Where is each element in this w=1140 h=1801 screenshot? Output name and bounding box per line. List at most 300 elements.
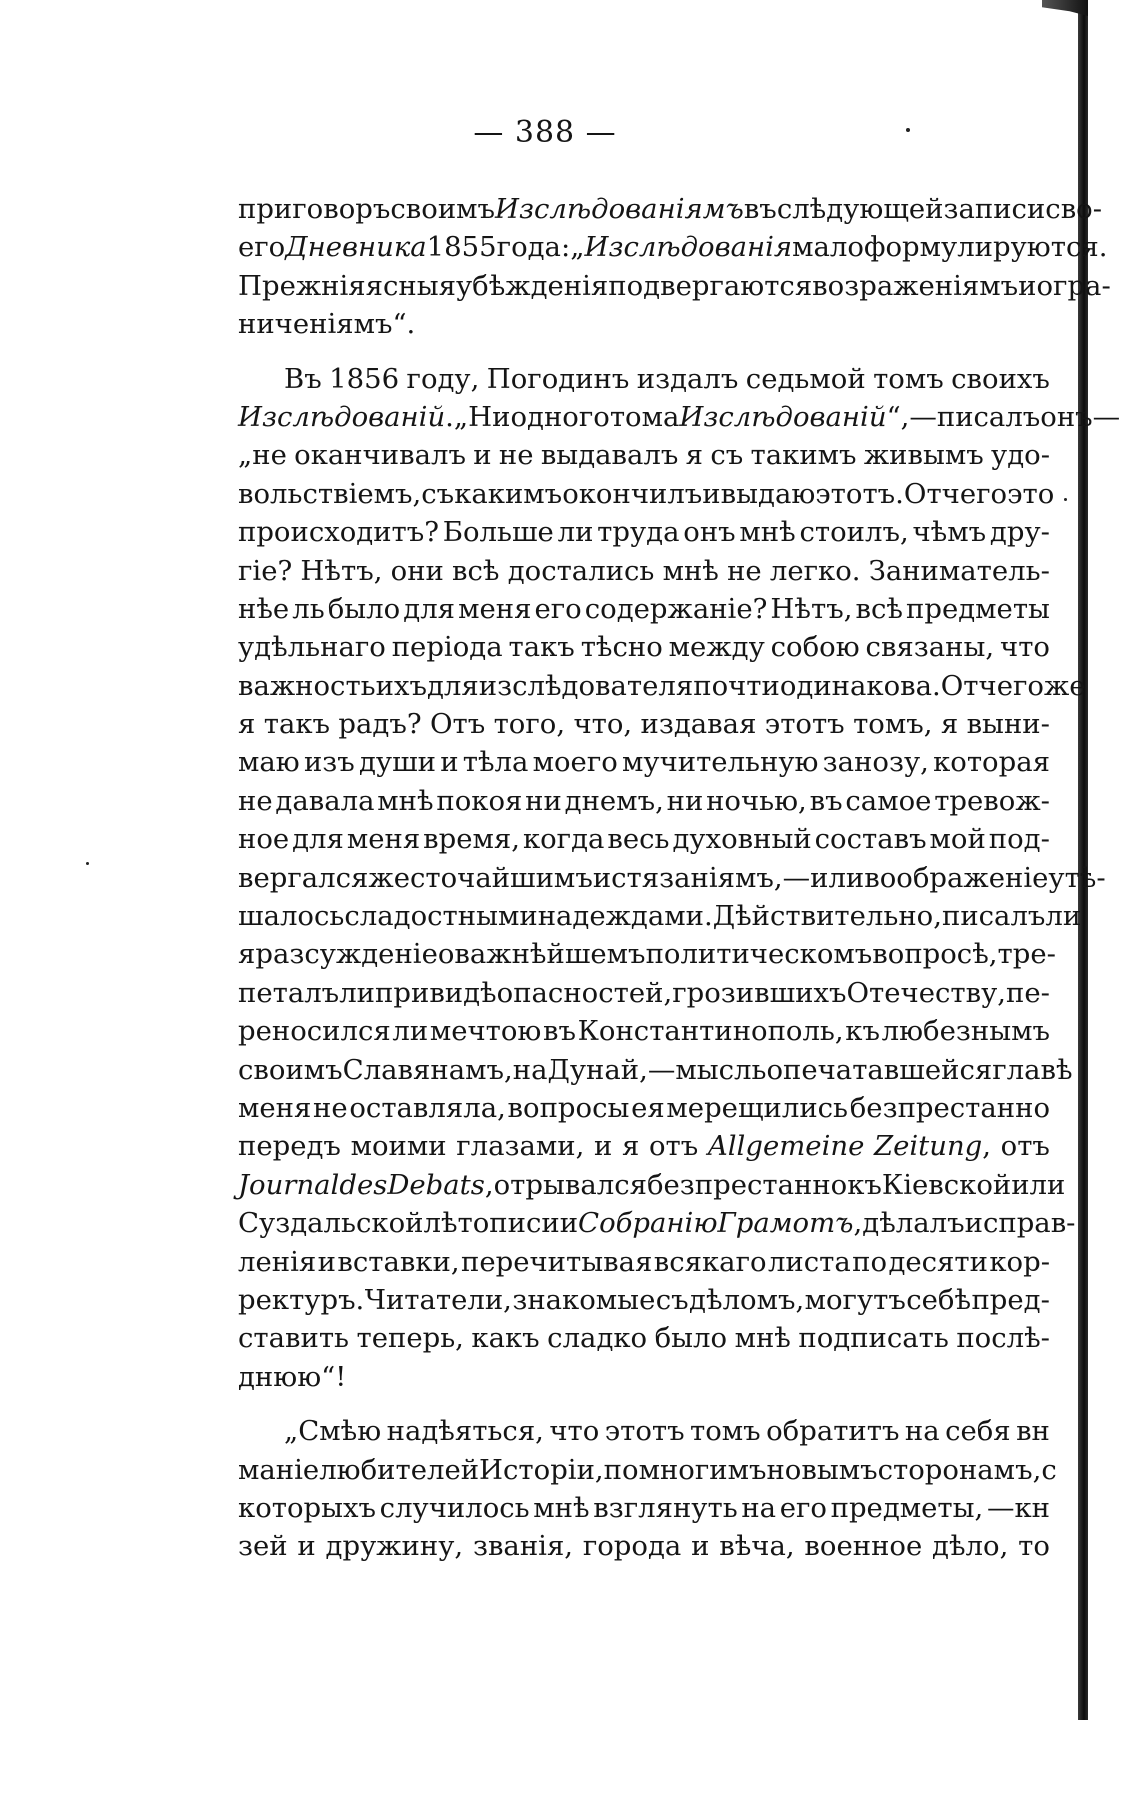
- text-word: [1048, 859, 1105, 897]
- text-line: [238, 190, 1103, 228]
- italic-text: Zeitung: [874, 1130, 983, 1163]
- plain-text: между: [668, 631, 765, 664]
- text-word: [1007, 475, 1054, 513]
- text-line: [238, 628, 1050, 666]
- plain-text: жесточайшимъ: [368, 861, 593, 894]
- text-word: [1006, 974, 1050, 1012]
- text-word: [238, 1319, 349, 1357]
- plain-text: то: [1018, 1530, 1050, 1563]
- text-word: [543, 1012, 576, 1050]
- plain-text: дѣломъ,: [689, 1283, 805, 1316]
- text-line: [238, 705, 1050, 743]
- plain-text: отъ: [1000, 1130, 1050, 1163]
- text-word: [326, 1527, 464, 1565]
- text-word: [365, 1281, 512, 1319]
- plain-text: ль: [292, 592, 325, 625]
- text-line: [238, 228, 1108, 266]
- text-word: [479, 1451, 604, 1489]
- text-word: [238, 1204, 423, 1242]
- text-line: [238, 935, 1056, 973]
- text-line: [238, 1051, 1073, 1089]
- plain-text: я: [685, 439, 704, 472]
- plain-text: знакомые: [512, 1283, 656, 1316]
- plain-text: томъ: [690, 1415, 761, 1448]
- plain-text: Погодинъ: [486, 362, 630, 395]
- text-word: [708, 1127, 864, 1165]
- plain-text: изъ: [303, 746, 355, 779]
- body-text: [238, 190, 1121, 1566]
- plain-text: шалось: [238, 900, 345, 933]
- text-word: [864, 859, 1048, 897]
- plain-text: такимъ: [750, 439, 857, 472]
- plain-text: того,: [493, 708, 566, 741]
- plain-text: кор-: [989, 1245, 1050, 1278]
- text-word: [1040, 398, 1120, 436]
- plain-text: или: [1011, 1168, 1066, 1201]
- plain-text: возраженіямъ: [812, 269, 1019, 302]
- text-word: [766, 1412, 899, 1450]
- text-word: [407, 360, 480, 398]
- text-word: [594, 1127, 612, 1165]
- text-word: [454, 475, 562, 513]
- text-word: [525, 782, 562, 820]
- plain-text: связаны,: [865, 631, 995, 664]
- plain-text: Отчего: [903, 477, 1008, 510]
- text-word: [337, 1243, 459, 1281]
- plain-text: политическомъ: [645, 938, 873, 971]
- text-word: [285, 228, 426, 266]
- plain-text: седьмой: [745, 362, 866, 395]
- plain-text: и: [440, 746, 459, 779]
- text-line: [238, 1527, 1050, 1565]
- text-word: [238, 513, 439, 551]
- italic-text: Изслѣдованія: [584, 231, 793, 264]
- text-line: [238, 897, 1082, 935]
- plain-text: 1856: [329, 362, 400, 395]
- plain-text: было: [327, 592, 401, 625]
- plain-text: къ: [845, 1015, 880, 1048]
- text-word: [238, 1489, 376, 1527]
- plain-text: меня: [346, 823, 421, 856]
- plain-text: лѣтописи: [423, 1207, 560, 1240]
- plain-text: исправ-: [964, 1207, 1076, 1240]
- plain-text: себѣ: [906, 1283, 972, 1316]
- text-word: [683, 513, 735, 551]
- plain-text: моими: [350, 1130, 447, 1163]
- plain-text: званія,: [472, 1530, 574, 1563]
- plain-text: 1855: [426, 231, 497, 264]
- plain-text: которая: [933, 746, 1050, 779]
- text-word: [508, 1089, 630, 1127]
- text-word: [390, 190, 495, 228]
- text-word: [768, 1243, 851, 1281]
- text-word: [1001, 1127, 1050, 1165]
- plain-text: Отъ: [429, 708, 486, 741]
- text-word: [403, 590, 455, 628]
- text-word: [391, 552, 444, 590]
- text-line: [238, 436, 1050, 474]
- plain-text: при: [375, 976, 430, 1009]
- plain-text: петалъ: [238, 976, 340, 1009]
- text-word: [366, 267, 456, 305]
- text-word: [655, 1319, 727, 1357]
- text-word: [339, 974, 375, 1012]
- text-word: [1011, 1166, 1065, 1204]
- text-word: [815, 820, 927, 858]
- plain-text: „Смѣю: [284, 1415, 382, 1448]
- plain-text: мнѣ: [662, 554, 719, 587]
- text-word: [238, 305, 415, 343]
- plain-text: ея: [631, 1091, 665, 1124]
- plain-text: труда: [597, 516, 680, 549]
- plain-text: днюю“!: [238, 1360, 347, 1393]
- text-word: [815, 475, 904, 513]
- text-word: [766, 1051, 783, 1089]
- text-word: [862, 1204, 964, 1242]
- text-word: [487, 360, 630, 398]
- text-word: [605, 1412, 685, 1450]
- plain-text: ни: [525, 784, 562, 817]
- text-word: [810, 782, 843, 820]
- text-word: [989, 1243, 1050, 1281]
- text-word: [1041, 1451, 1056, 1489]
- text-word: [933, 743, 1050, 781]
- plain-text: всѣ: [855, 592, 903, 625]
- text-word: [654, 1243, 767, 1281]
- plain-text: Нѣтъ,: [300, 554, 383, 587]
- text-word: [392, 628, 503, 666]
- text-word: [562, 475, 702, 513]
- plain-text: выдавалъ: [540, 439, 679, 472]
- plain-text: листа: [767, 1245, 851, 1278]
- text-line: [238, 859, 1106, 897]
- italic-text: Изслѣдованіямъ: [495, 193, 744, 225]
- text-word: [888, 1243, 988, 1281]
- text-word: [780, 1489, 827, 1527]
- text-word: [359, 743, 436, 781]
- italic-text: Debats: [387, 1168, 485, 1201]
- plain-text: пред-: [971, 1283, 1050, 1316]
- text-line: [238, 1412, 1050, 1450]
- plain-text: надѣяться,: [386, 1415, 544, 1448]
- text-word: [869, 552, 1050, 590]
- plain-text: себя: [945, 1415, 1011, 1448]
- text-word: [392, 1012, 428, 1050]
- plain-text: теперь,: [356, 1322, 464, 1355]
- text-word: [509, 628, 575, 666]
- plain-text: года:: [496, 231, 571, 264]
- text-word: [238, 1281, 364, 1319]
- text-word: [608, 267, 812, 305]
- text-word: [479, 667, 693, 705]
- plain-text: же: [1043, 669, 1086, 702]
- text-word: [581, 628, 663, 666]
- text-word: [719, 1527, 794, 1565]
- text-word: [798, 1319, 948, 1357]
- text-line: [238, 782, 1050, 820]
- plain-text: мало: [792, 231, 864, 264]
- plain-text: его: [779, 1491, 827, 1524]
- text-word: [597, 513, 679, 551]
- plain-text: въ: [809, 784, 843, 817]
- text-word: [593, 859, 783, 897]
- text-line: [238, 267, 1111, 305]
- text-word: [238, 1012, 391, 1050]
- text-word: [547, 1319, 647, 1357]
- plain-text: безпрестанно: [646, 1168, 848, 1201]
- plain-text: Суздальской: [238, 1207, 424, 1240]
- plain-text: Нѣтъ,: [770, 592, 853, 625]
- text-word: [558, 513, 594, 551]
- plain-text: томъ,: [853, 708, 933, 741]
- plain-text: ставить: [238, 1322, 350, 1355]
- plain-text: это: [1007, 477, 1055, 510]
- plain-text: ни: [666, 784, 704, 817]
- text-word: [741, 1489, 776, 1527]
- text-word: [533, 1489, 589, 1527]
- text-word: [989, 820, 1050, 858]
- plain-text: военное: [804, 1530, 923, 1563]
- plain-text: огра-: [1036, 269, 1111, 302]
- text-word: [238, 897, 344, 935]
- text-word: [238, 436, 287, 474]
- text-word: [510, 398, 609, 436]
- plain-text: для: [403, 592, 456, 625]
- text-word: [878, 1451, 1042, 1489]
- text-word: [631, 1089, 665, 1127]
- text-line: [238, 1166, 1066, 1204]
- plain-text: меня: [238, 1091, 312, 1124]
- plain-text: и: [473, 439, 492, 472]
- text-word: [238, 1089, 311, 1127]
- plain-text: записи: [943, 193, 1046, 225]
- scan-corner-shadow: [1042, 0, 1088, 16]
- plain-text: убѣжденія: [455, 269, 609, 302]
- plain-text: для: [427, 669, 479, 702]
- text-word: [770, 590, 852, 628]
- text-word: [368, 859, 592, 897]
- text-word: [845, 1012, 880, 1050]
- plain-text: давала: [275, 784, 375, 817]
- text-word: [847, 974, 1007, 1012]
- scan-speck: [86, 862, 89, 865]
- italic-text: Изслѣдованій: [679, 400, 887, 433]
- plain-text: ли: [1045, 900, 1082, 933]
- text-word: [238, 1127, 341, 1165]
- plain-text: мучительную: [622, 746, 819, 779]
- text-word: [872, 935, 997, 973]
- plain-text: ленія: [238, 1245, 317, 1278]
- text-word: [607, 820, 669, 858]
- text-word: [669, 628, 765, 666]
- text-word: [344, 897, 537, 935]
- plain-text: ное: [238, 823, 290, 856]
- plain-text: печатавшейся: [783, 1053, 993, 1086]
- plain-text: и: [297, 1530, 316, 1563]
- plain-text: моего: [532, 746, 618, 779]
- text-word: [783, 859, 865, 897]
- plain-text: чѣмъ: [912, 516, 987, 549]
- text-line: [238, 743, 1050, 781]
- text-word: [319, 1451, 479, 1489]
- text-line: [238, 974, 1050, 1012]
- text-word: [494, 1166, 647, 1204]
- plain-text: было: [654, 1322, 728, 1355]
- text-word: [238, 1243, 316, 1281]
- plain-text: ночью,: [706, 784, 807, 817]
- text-line: [238, 513, 1050, 551]
- text-word: [238, 705, 255, 743]
- text-word: [672, 820, 811, 858]
- text-line: [238, 1319, 1050, 1357]
- text-word: [852, 1243, 887, 1281]
- text-word: [452, 552, 499, 590]
- text-word: [812, 267, 1018, 305]
- text-word: [850, 1089, 1050, 1127]
- text-line: [238, 305, 1050, 343]
- plain-text: ли: [339, 976, 376, 1009]
- plain-text: весь: [607, 823, 670, 856]
- plain-text: онъ—: [1040, 400, 1121, 433]
- plain-text: вопросы: [507, 1091, 630, 1124]
- plain-text: Заниматель-: [868, 554, 1050, 587]
- plain-text: “,: [886, 400, 910, 433]
- text-word: [691, 1527, 709, 1565]
- text-word: [967, 705, 1050, 743]
- plain-text: на: [512, 1053, 548, 1086]
- plain-text: я: [238, 708, 256, 741]
- text-word: [264, 705, 330, 743]
- text-word: [436, 782, 522, 820]
- text-word: [523, 820, 604, 858]
- plain-text: разсужденіе: [255, 938, 438, 971]
- text-word: [357, 1319, 464, 1357]
- plain-text: по: [603, 1453, 639, 1486]
- text-word: [847, 1166, 882, 1204]
- plain-text: многимъ: [638, 1453, 767, 1486]
- plain-text: Славянамъ,: [342, 1053, 513, 1086]
- italic-text: Изслѣдованій: [238, 400, 446, 433]
- text-word: [648, 1051, 767, 1089]
- plain-text: „: [570, 231, 585, 264]
- plain-text: пе-: [1006, 976, 1050, 1009]
- text-word: [1045, 897, 1081, 935]
- italic-text: Грамотъ: [717, 1207, 854, 1240]
- text-word: [992, 1051, 1072, 1089]
- plain-text: дѣло,: [932, 1530, 1009, 1563]
- text-line: [238, 1358, 1050, 1396]
- text-word: [866, 628, 995, 666]
- plain-text: съ: [655, 1283, 689, 1316]
- text-word: [454, 398, 511, 436]
- text-line: [238, 475, 1055, 513]
- plain-text: всякаго: [653, 1245, 767, 1278]
- text-word: [942, 897, 1045, 935]
- text-word: [666, 1089, 848, 1127]
- text-line: [238, 1489, 1050, 1527]
- text-word: [329, 360, 399, 398]
- text-word: [438, 935, 455, 973]
- text-word: [349, 1089, 505, 1127]
- plain-text: легко.: [769, 554, 861, 587]
- plain-text: Прежнія: [238, 269, 366, 302]
- text-line: [238, 398, 1121, 436]
- text-word: [304, 743, 355, 781]
- text-word: [497, 228, 571, 266]
- text-word: [1016, 1412, 1050, 1450]
- plain-text: къ: [847, 1168, 882, 1201]
- text-word: [656, 1281, 689, 1319]
- plain-text: его: [238, 231, 286, 264]
- text-word: [706, 782, 807, 820]
- text-word: [805, 1281, 906, 1319]
- plain-text: зей: [238, 1530, 288, 1563]
- plain-text: когда: [522, 823, 605, 856]
- text-line: [238, 590, 1050, 628]
- plain-text: воображеніе: [864, 861, 1049, 894]
- plain-text: не: [727, 554, 762, 587]
- plain-text: вергался: [238, 861, 369, 894]
- text-word: [499, 436, 534, 474]
- plain-text: передъ: [238, 1130, 341, 1163]
- text-word: [945, 1412, 1011, 1450]
- plain-text: такъ: [508, 631, 575, 664]
- plain-text: предметы: [906, 592, 1050, 625]
- plain-text: вставки,: [337, 1245, 460, 1278]
- text-word: [739, 513, 795, 551]
- text-word: [604, 1451, 639, 1489]
- plain-text: грозившихъ: [672, 976, 847, 1009]
- plain-text: духовный: [672, 823, 812, 856]
- text-word: [856, 590, 903, 628]
- text-word: [387, 1166, 493, 1204]
- text-word: [721, 475, 816, 513]
- plain-text: этотъ: [764, 708, 845, 741]
- text-word: [238, 475, 421, 513]
- plain-text: формулируются.: [863, 231, 1108, 264]
- text-word: [874, 1127, 991, 1165]
- plain-text: маю: [238, 746, 300, 779]
- plain-text: послѣ-: [956, 1322, 1050, 1355]
- text-word: [238, 743, 300, 781]
- plain-text: съ: [710, 439, 744, 472]
- plain-text: я: [238, 938, 256, 971]
- text-word: [987, 1489, 1050, 1527]
- scan-speck: [1064, 498, 1067, 501]
- text-word: [637, 360, 739, 398]
- plain-text: сторонамъ,: [877, 1453, 1042, 1486]
- text-word: [1044, 667, 1086, 705]
- plain-text: тѣсно: [580, 631, 663, 664]
- text-word: [313, 1089, 348, 1127]
- plain-text: въ: [743, 193, 777, 225]
- plain-text: десяти: [888, 1245, 988, 1278]
- plain-text: своихъ: [951, 362, 1050, 395]
- plain-text: гіе?: [238, 554, 293, 587]
- plain-text: ,: [853, 1207, 863, 1240]
- plain-text: какъ: [471, 1322, 540, 1355]
- text-line: [238, 667, 1086, 705]
- text-word: [454, 935, 645, 973]
- text-word: [873, 360, 944, 398]
- text-word: [770, 552, 861, 590]
- text-word: [565, 782, 664, 820]
- text-word: [583, 1527, 681, 1565]
- text-word: [882, 1166, 1011, 1204]
- text-word: [930, 820, 986, 858]
- text-word: [421, 475, 454, 513]
- plain-text: любителей: [319, 1453, 480, 1486]
